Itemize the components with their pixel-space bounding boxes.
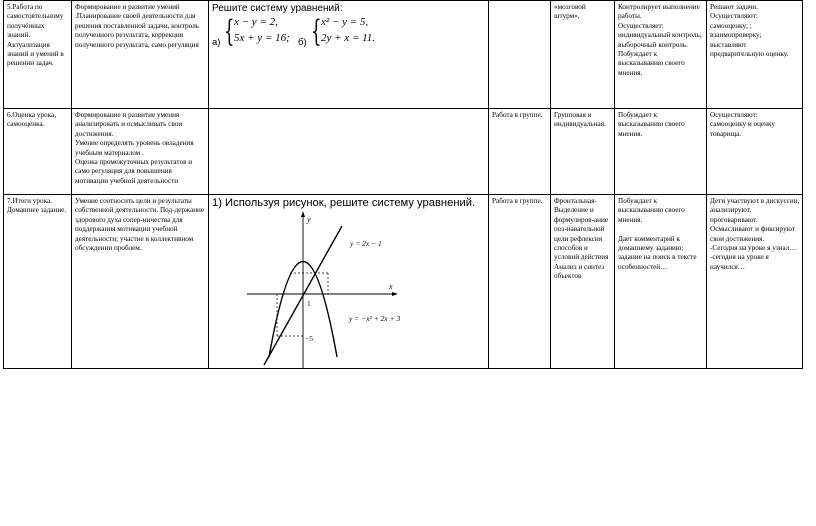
students-cell: Дети участвуют в дискуссии, анализируют, проговаривают. Осмысливают и фиксируют свои достижения. -Сегодня на уроке я узнал… -сегодня на уроке я научился… [707, 195, 803, 369]
task-heading: Решите систему уравнений: [212, 3, 343, 14]
table-row [4, 195, 803, 369]
stage-cell: 6.Оценка урока, самооценка. [4, 109, 72, 195]
label-b: б) [298, 37, 307, 48]
task-cell [209, 109, 489, 195]
methods-cell: Фронтальная-Выделение и формулиров-ание поз-навательной цели рефлексия способов и условий действия Анализ и синтез объектов [551, 195, 615, 369]
equation-systems [212, 14, 486, 51]
task-cell [209, 195, 489, 369]
methods-cell: «мозговой штурм», [551, 1, 615, 109]
methods-cell: Групповая и индивидуальная. [551, 109, 615, 195]
form-cell [489, 1, 551, 109]
goals-cell: Умение соотносить цели и результаты собственной деятельности. Под-держание здорового духа сопер-ничества для поддержания мотивации учебной деятельности; участие в коллективном обсуждении проблем. [72, 195, 209, 369]
label-a: а) [212, 37, 221, 48]
form-cell: Работа в группе. [489, 195, 551, 369]
stage-cell: 7.Итоги урока. Домашнее задание. [4, 195, 72, 369]
goals-cell: Формирование и развитие умений .Планирование своей деятельности для решения поставленной задачи, контроль полученного результата, коррекция полученного результата, само регуляция [72, 1, 209, 109]
tick-one: 1 [307, 299, 311, 308]
parabola-label: y = −x² + 2x + 3 [349, 314, 401, 323]
graph-figure [239, 210, 439, 369]
students-cell: Осуществляют: самооценку и оценку товарища. [707, 109, 803, 195]
teacher-cell: Контролирует выполнение работы. Осуществляет: индивидуальный контроль; выборочный контроль. Побуждает к высказыванию своего мнения. [615, 1, 707, 109]
x-axis-label: x [389, 282, 393, 291]
table-row [4, 109, 803, 195]
tick-minus-five: −5 [305, 334, 313, 343]
brace-icon: { [311, 14, 322, 49]
system-a-eq1: x − y = 2, [234, 16, 278, 28]
x-axis-arrow [392, 292, 398, 296]
system-a-eq2: 5x + y = 16; [234, 32, 290, 44]
students-cell: Решают задачи. Осуществляют: самооценку; ; взаимопроверку; выставляют предварительную оценку. [707, 1, 803, 109]
y-axis-label: y [307, 215, 311, 224]
form-cell: Работа в группе. [489, 109, 551, 195]
lesson-plan-table [3, 0, 803, 369]
system-b-eq1: x² − y = 5, [321, 16, 369, 28]
brace-icon: { [224, 14, 235, 49]
system-b-eq2: 2y + x = 11. [321, 32, 376, 44]
stage-cell: 5.Работа по самостоятельному получённых знаний. Актуализация знаний и умений в решении задач. [4, 1, 72, 109]
teacher-cell: Побуждает к высказыванию своего мнения. Дает комментарий к домашнему заданию; задание на поиск в тексте особенностей… [615, 195, 707, 369]
teacher-cell: Побуждает к высказыванию своего мнения. [615, 109, 707, 195]
line-label: y = 2x − 1 [350, 239, 382, 248]
y-axis-arrow [301, 211, 305, 217]
goals-cell: Формирование и развитие умения анализировать и осмысливать свои достижения. Умение определять уровень овладения учебным материалом . Оценка промежуточных результатов и само регуляция для повышения мотивации учебной деятельности [72, 109, 209, 195]
table-row [4, 1, 803, 109]
task-cell [209, 1, 489, 109]
task-heading: 1) Используя рисунок, решите систему уравнений. [212, 197, 476, 209]
